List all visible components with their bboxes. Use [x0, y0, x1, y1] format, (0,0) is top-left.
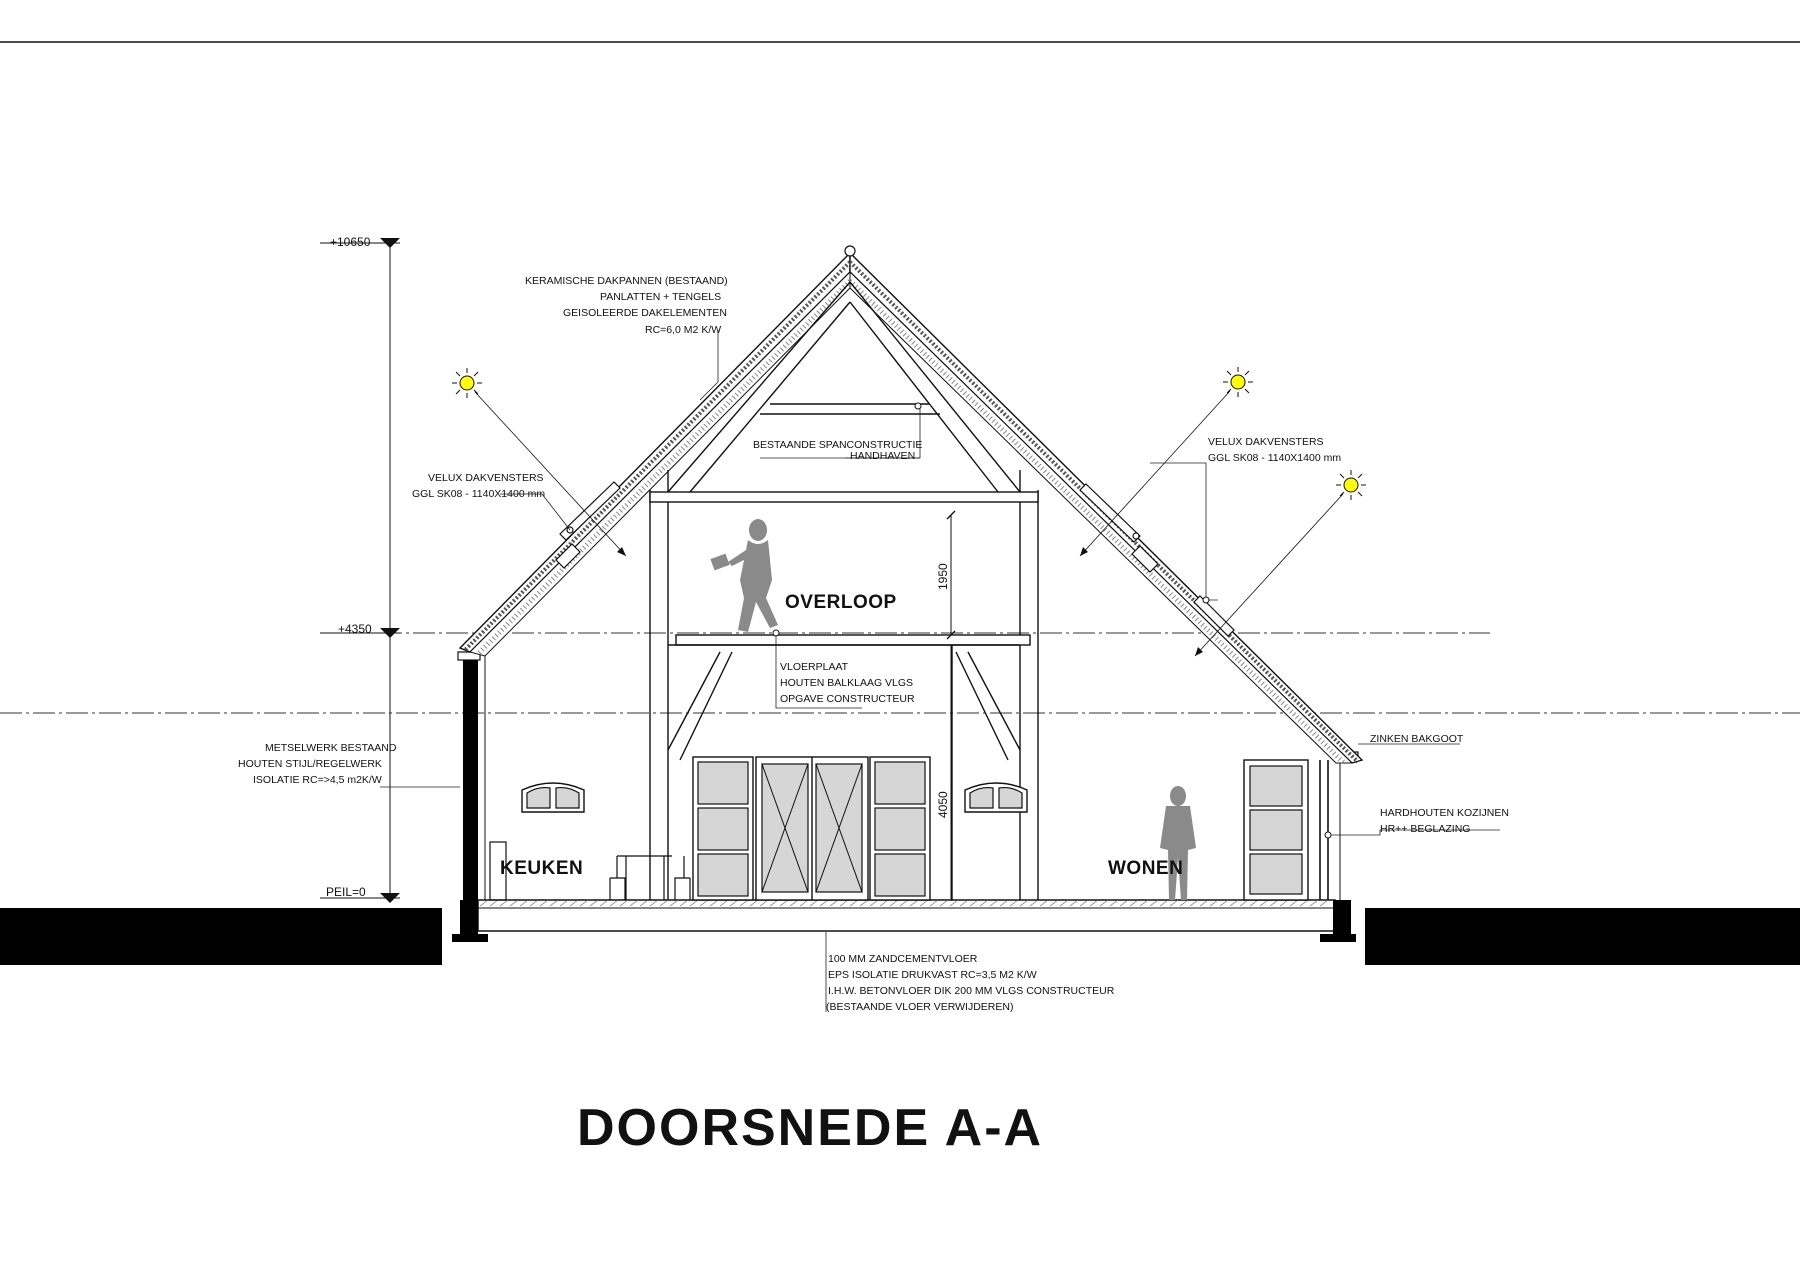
note-floor-upper-3: OPGAVE CONSTRUCTEUR: [780, 693, 915, 705]
velux-window-right-1: [1080, 484, 1158, 572]
note-velux-right-2: GGL SK08 - 1140X1400 mm: [1208, 452, 1342, 464]
ground-left: [0, 908, 442, 965]
glass-door-right: [870, 757, 930, 900]
glass-door-center[interactable]: [756, 757, 868, 900]
note-ground-floor-1: 100 MM ZANDCEMENTVLOER: [828, 953, 978, 965]
note-frames-2: HR++ BEGLAZING: [1380, 823, 1471, 835]
note-floor-upper-1: VLOERPLAAT: [780, 661, 849, 673]
sun-icon-left: [452, 368, 626, 556]
room-label-keuken: KEUKEN: [500, 858, 584, 879]
note-roof-3: GEISOLEERDE DAKELEMENTEN: [563, 307, 727, 319]
note-wall-1: METSELWERK BESTAAND: [265, 742, 397, 754]
ridge-tile: [845, 246, 855, 256]
note-truss-1: BESTAANDE SPANCONSTRUCTIE: [753, 439, 923, 451]
note-ground-floor-2: EPS ISOLATIE DRUKVAST RC=3,5 M2 K/W: [828, 969, 1037, 981]
note-roof-4: RC=6,0 M2 K/W: [645, 324, 722, 336]
note-velux-left-1: VELUX DAKVENSTERS: [428, 472, 544, 484]
note-velux-left-2: GGL SK08 - 1140X1400 mm: [412, 488, 546, 500]
level-label-ground: PEIL=0: [326, 885, 366, 899]
note-floor-upper-2: HOUTEN BALKLAAG VLGS: [780, 677, 914, 689]
note-ground-floor-3: I.H.W. BETONVLOER DIK 200 MM VLGS CONSTRUCTEUR: [828, 985, 1115, 997]
level-label-top: +10650: [330, 235, 371, 249]
dimension-label-1950: 1950: [936, 563, 950, 590]
note-ground-floor-4: (BESTAANDE VLOER VERWIJDEREN): [826, 1001, 1014, 1013]
wall-left: [463, 656, 478, 900]
note-velux-right-1: VELUX DAKVENSTERS: [1208, 436, 1324, 448]
drawing-title: DOORSNEDE A-A: [577, 1099, 1044, 1157]
note-wall-2: HOUTEN STIJL/REGELWERK: [238, 758, 382, 770]
room-label-wonen: WONEN: [1108, 858, 1184, 879]
note-roof-2: PANLATTEN + TENGELS: [600, 291, 722, 303]
note-roof-1: KERAMISCHE DAKPANNEN (BESTAAND): [525, 275, 728, 287]
note-truss-2: HANDHAVEN: [850, 450, 916, 462]
dimension-label-4050: 4050: [936, 791, 950, 818]
person-silhouette-man: [1160, 786, 1196, 900]
sun-icon-right-2: [1195, 470, 1366, 656]
window-frame-right: [1244, 760, 1308, 900]
note-gutter: ZINKEN BAKGOOT: [1370, 733, 1464, 745]
note-wall-3: ISOLATIE RC=>4,5 m2K/W: [253, 774, 382, 786]
room-label-overloop: OVERLOOP: [785, 592, 897, 613]
glass-door-left: [693, 757, 753, 900]
level-axis: [320, 238, 400, 903]
ground-right: [1365, 908, 1800, 965]
floor-slab: [478, 900, 1335, 931]
person-silhouette-woman: [710, 519, 778, 632]
arched-window-right: [965, 783, 1027, 812]
note-frames-1: HARDHOUTEN KOZIJNEN: [1380, 807, 1509, 819]
level-label-floor2: +4350: [338, 622, 372, 636]
arched-window-left: [522, 783, 584, 812]
